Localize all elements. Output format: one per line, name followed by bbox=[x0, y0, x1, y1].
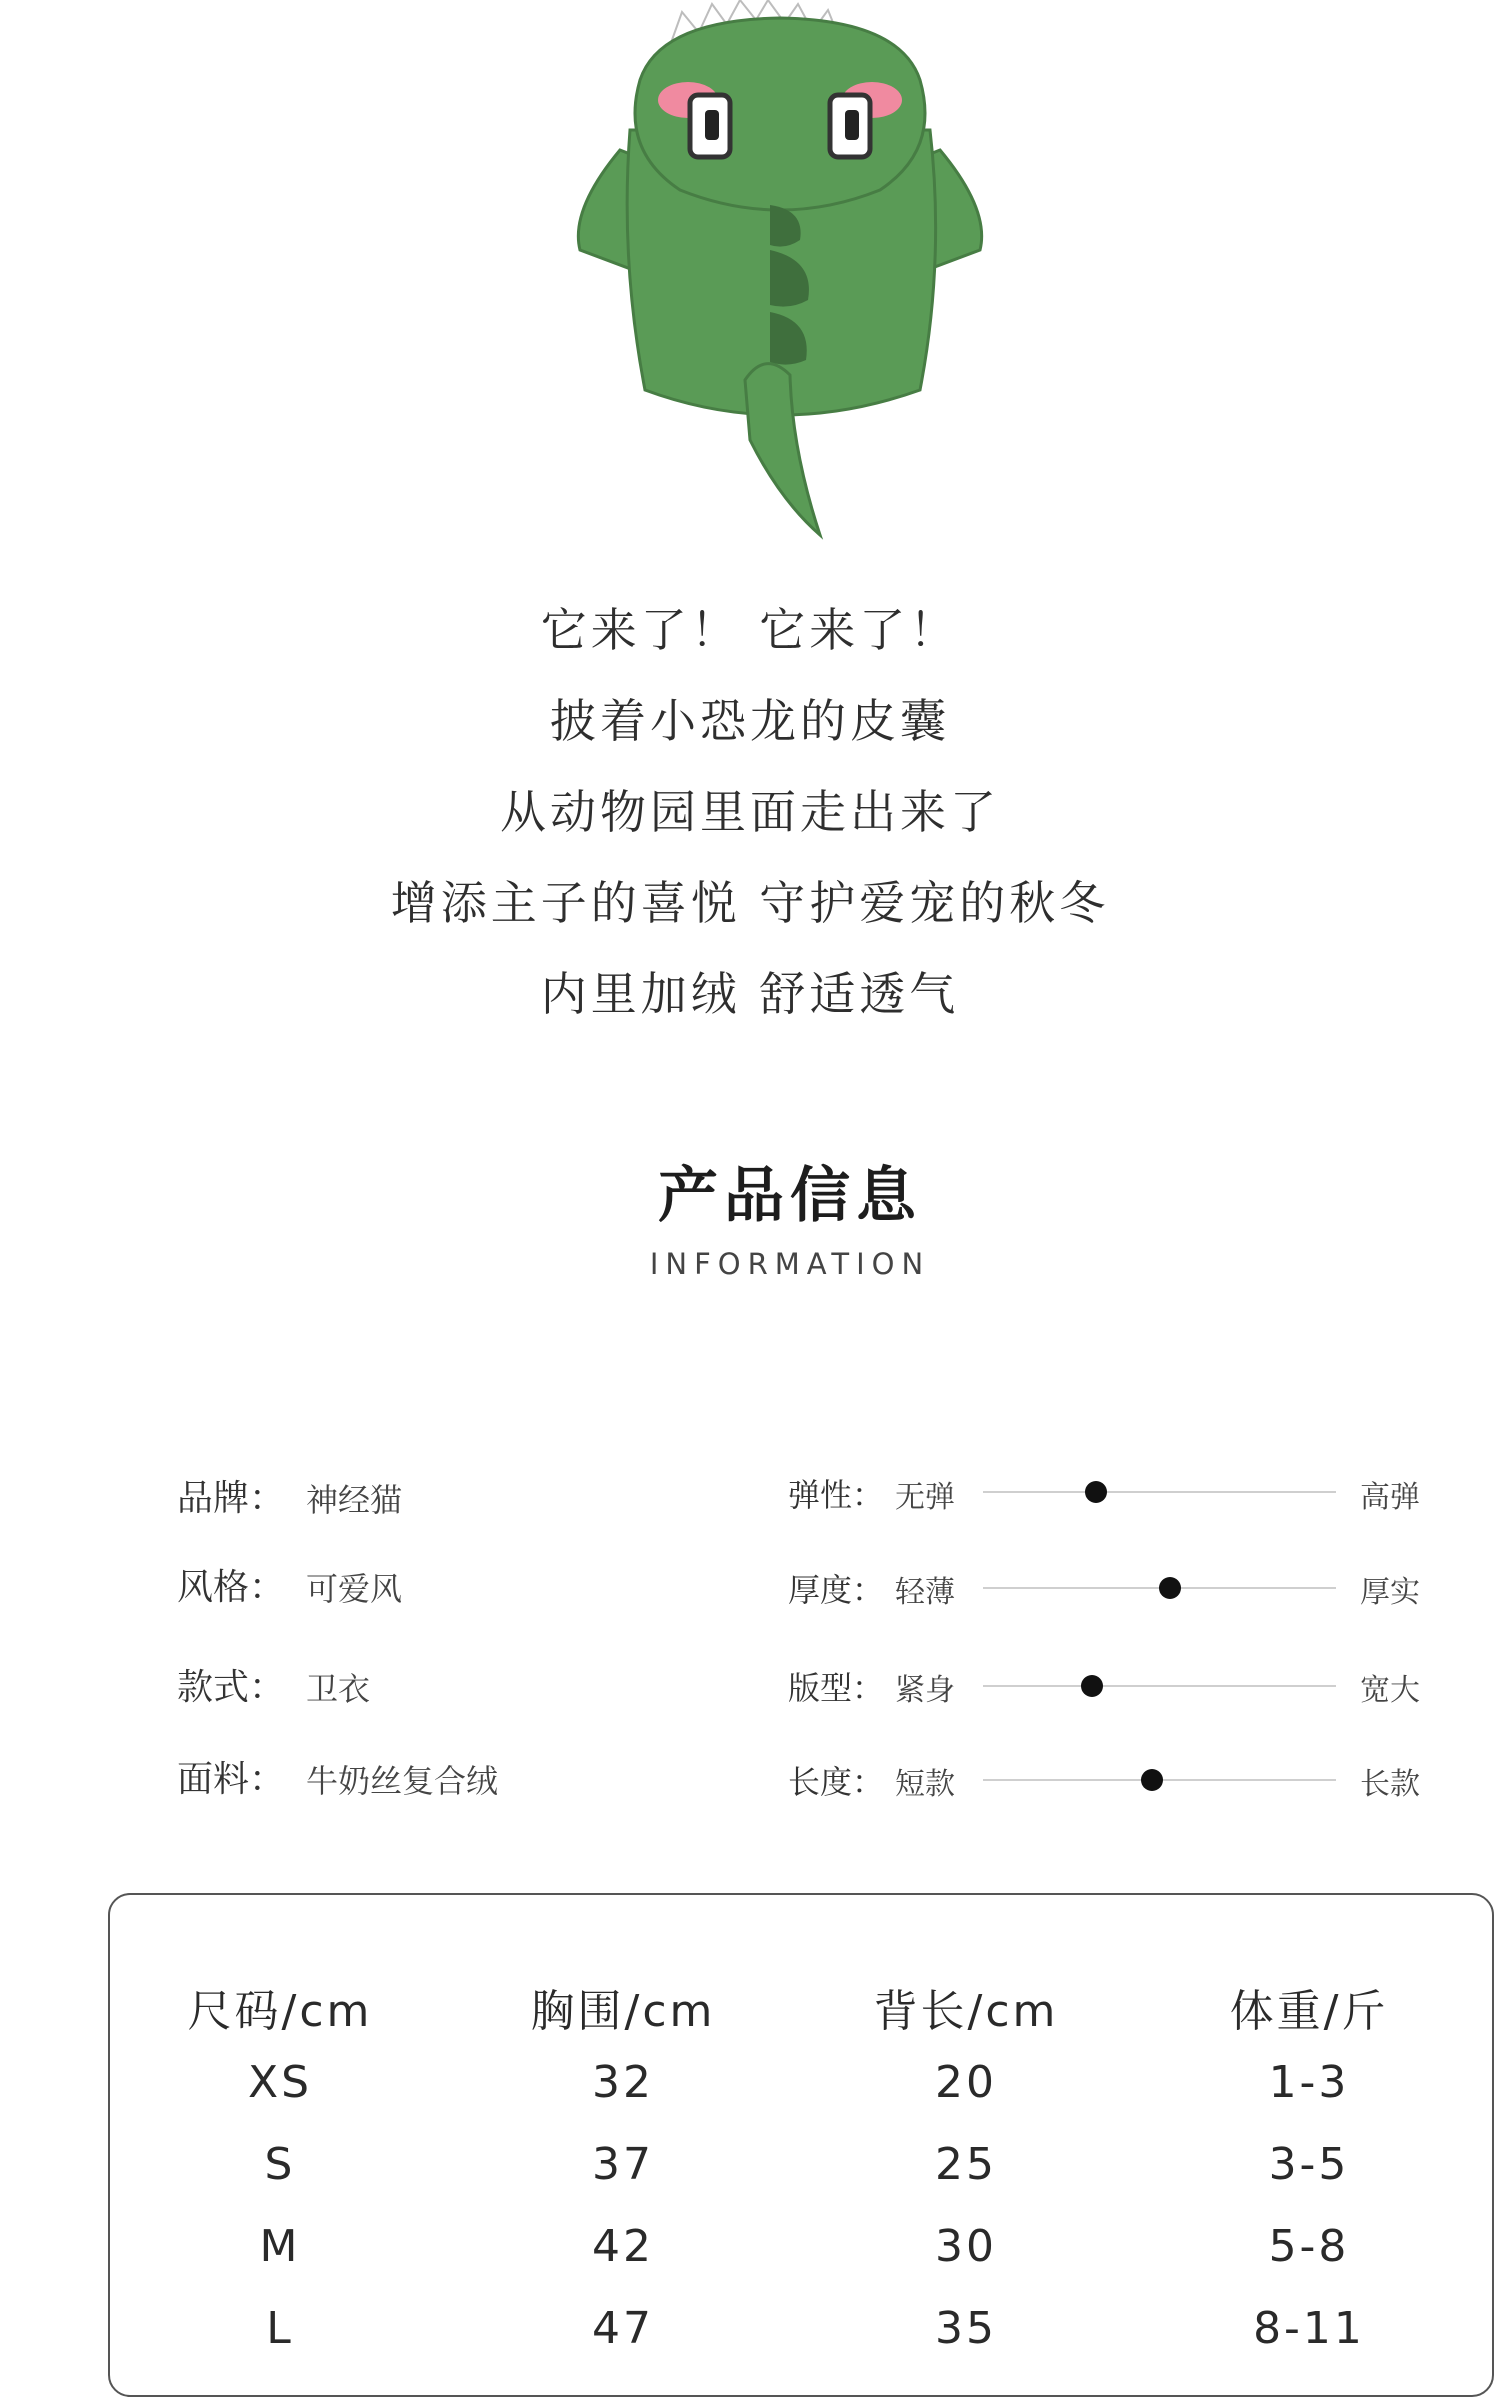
table-cell: 3-5 bbox=[1268, 2139, 1350, 2190]
table-header: 背长/cm bbox=[873, 1986, 1059, 2037]
section-subtitle: INFORMATION bbox=[649, 1247, 931, 1281]
table-cell: 8-11 bbox=[1253, 2303, 1365, 2354]
table-cell: 32 bbox=[592, 2057, 654, 2108]
table-cell: M bbox=[259, 2221, 301, 2272]
table-header: 尺码/cm bbox=[187, 1986, 373, 2037]
table-cell: 30 bbox=[935, 2221, 997, 2272]
attr-value-brand: 神经猫 bbox=[306, 1481, 403, 1519]
attr-value-type: 卫衣 bbox=[306, 1670, 371, 1708]
scale-right-length: 长款 bbox=[1360, 1767, 1420, 1802]
scale-marker-thickness bbox=[1159, 1577, 1181, 1599]
attr-value-fabric: 牛奶丝复合绒 bbox=[306, 1762, 499, 1800]
tagline-line-1: 它来了！ 它来了！ bbox=[540, 603, 960, 657]
attr-label-type: 款式： bbox=[177, 1667, 286, 1708]
tagline-line-4: 增添主子的喜悦 守护爱宠的秋冬 bbox=[390, 876, 1110, 930]
section-title: 产品信息 bbox=[658, 1161, 922, 1231]
scale-right-fit: 宽大 bbox=[1360, 1673, 1420, 1708]
attr-value-style: 可爱风 bbox=[306, 1570, 403, 1608]
scale-right-elasticity: 高弹 bbox=[1360, 1480, 1420, 1515]
table-cell: 35 bbox=[935, 2303, 997, 2354]
scale-track-fit bbox=[983, 1685, 1336, 1687]
table-cell: 25 bbox=[935, 2139, 997, 2190]
table-cell: S bbox=[264, 2139, 296, 2190]
table-header: 胸围/cm bbox=[530, 1986, 716, 2037]
scale-label-elasticity: 弹性： bbox=[788, 1476, 885, 1514]
scale-right-thickness: 厚实 bbox=[1360, 1575, 1420, 1610]
attr-label-fabric: 面料： bbox=[177, 1759, 286, 1800]
scale-track-elasticity bbox=[983, 1491, 1336, 1493]
tagline-line-2: 披着小恐龙的皮囊 bbox=[550, 694, 950, 748]
dinosaur-hoodie-illustration bbox=[560, 0, 1000, 540]
scale-left-fit: 紧身 bbox=[895, 1673, 955, 1708]
scale-label-thickness: 厚度： bbox=[788, 1571, 885, 1609]
scale-left-length: 短款 bbox=[895, 1767, 955, 1802]
tagline-line-3: 从动物园里面走出来了 bbox=[500, 785, 1000, 839]
scale-left-elasticity: 无弹 bbox=[895, 1480, 955, 1515]
table-cell: 47 bbox=[592, 2303, 654, 2354]
table-cell: 20 bbox=[935, 2057, 997, 2108]
table-cell: L bbox=[266, 2303, 294, 2354]
scale-marker-length bbox=[1141, 1769, 1163, 1791]
scale-marker-fit bbox=[1081, 1675, 1103, 1697]
attr-label-style: 风格： bbox=[177, 1567, 286, 1608]
scale-marker-elasticity bbox=[1085, 1481, 1107, 1503]
scale-label-length: 长度： bbox=[788, 1763, 885, 1801]
table-cell: 42 bbox=[592, 2221, 654, 2272]
table-header: 体重/斤 bbox=[1229, 1986, 1389, 2037]
size-table bbox=[108, 1893, 1494, 2397]
attr-label-brand: 品牌： bbox=[177, 1478, 286, 1519]
tagline-line-5: 内里加绒 舒适透气 bbox=[540, 967, 960, 1021]
table-cell: 1-3 bbox=[1268, 2057, 1350, 2108]
table-cell: XS bbox=[247, 2057, 313, 2108]
scale-label-fit: 版型： bbox=[788, 1669, 885, 1707]
table-cell: 5-8 bbox=[1268, 2221, 1350, 2272]
table-cell: 37 bbox=[592, 2139, 654, 2190]
scale-left-thickness: 轻薄 bbox=[895, 1575, 955, 1610]
